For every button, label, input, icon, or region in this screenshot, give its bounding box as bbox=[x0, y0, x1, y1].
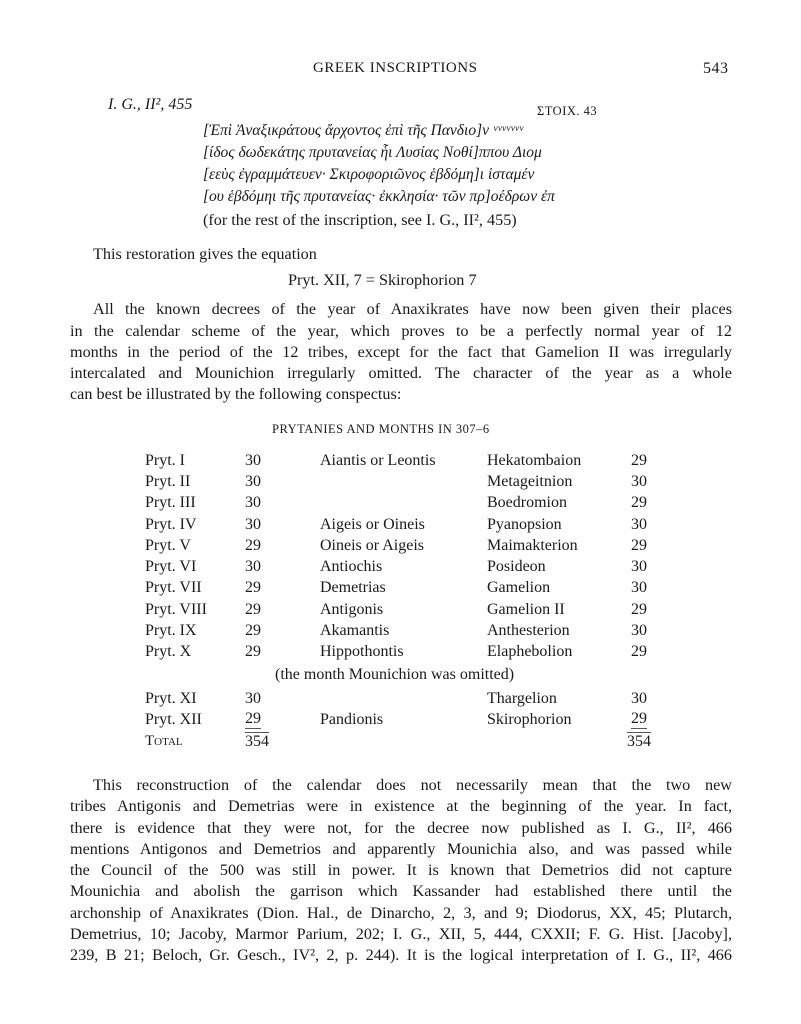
equation: Pryt. XII, 7 = Skirophorion 7 bbox=[288, 271, 477, 289]
table-row bbox=[145, 493, 661, 514]
paragraph-2-line-1: This reconstruction of the calendar does not necessarily mean that the two new bbox=[93, 776, 732, 794]
month-name: Thargelion bbox=[487, 689, 557, 707]
paragraph-1-line-2: in the calendar scheme of the year, which proves to be a perfectly normal year of 12 bbox=[70, 322, 732, 340]
paragraph-2-line-8: Demetrius, 10; Jacoby, Marmor Parium, 202; I. G., XII, 5, 444, CXXII; F. G. Hist. [Jacoby], bbox=[70, 925, 732, 943]
tribe-name: Antiochis bbox=[320, 558, 383, 576]
tribe-name: Demetrias bbox=[320, 579, 386, 597]
table-rows-group-a bbox=[145, 450, 661, 663]
prytany-name: Pryt. V bbox=[145, 536, 191, 554]
month-days: 29 bbox=[631, 451, 647, 469]
total-month-days: 354 bbox=[627, 732, 651, 750]
month-name: Pyanopsion bbox=[487, 515, 562, 533]
restoration-intro: This restoration gives the equation bbox=[93, 245, 317, 263]
table-row bbox=[145, 620, 661, 641]
total-prytany-days: 354 bbox=[245, 732, 269, 750]
prytany-days: 30 bbox=[245, 451, 261, 469]
paragraph-2-line-2: tribes Antigonis and Demetrias were in existence at the beginning of the year. In fact, bbox=[70, 797, 732, 815]
prytany-days: 30 bbox=[245, 558, 261, 576]
inscription-line-3: [εεὺς ἐγραμμάτευεν· Σκιροφοριῶνος ἑβδόμη]ι ἱσταμέν bbox=[203, 166, 535, 183]
inscription-line-4: [ου ἑβδόμηι τῆς πρυτανείας· ἐκκλησία· τῶν πρ]οέδρων ἐπ bbox=[203, 188, 555, 205]
prytany-name: Pryt. VI bbox=[145, 558, 197, 576]
paragraph-2-line-3: there is evidence that they were not, for the decree now published as I. G., II², 466 bbox=[70, 819, 732, 837]
month-name: Gamelion bbox=[487, 579, 551, 597]
month-days: 29 bbox=[631, 600, 647, 618]
month-days: 30 bbox=[631, 472, 647, 490]
tribe-name: Aigeis or Oineis bbox=[320, 515, 425, 533]
tribe-name: Hippothontis bbox=[320, 643, 404, 661]
table-row bbox=[145, 599, 661, 620]
tribe-name: Oineis or Aigeis bbox=[320, 536, 424, 554]
prytany-name: Pryt. II bbox=[145, 472, 191, 490]
month-name: Hekatombaion bbox=[487, 451, 582, 469]
prytanies-table bbox=[145, 450, 661, 752]
month-days: 30 bbox=[631, 579, 647, 597]
prytany-days: 30 bbox=[245, 494, 261, 512]
paragraph-1-line-5: can best be illustrated by the following conspectus: bbox=[70, 385, 402, 403]
total-row bbox=[145, 731, 661, 752]
prytany-days: 29 bbox=[245, 710, 261, 728]
inscription-reference: I. G., II², 455 bbox=[108, 96, 193, 113]
stoichedon-label: ΣΤΟΙΧ. 43 bbox=[537, 104, 598, 118]
inscription-rest-note: (for the rest of the inscription, see I. G., II², 455) bbox=[203, 211, 517, 229]
prytany-days: 30 bbox=[245, 515, 261, 533]
month-name: Posideon bbox=[487, 558, 546, 576]
paragraph-2-line-5: the Council of the 500 was still in power. It is known that Demetrios did not capture bbox=[70, 861, 732, 879]
table-row bbox=[145, 556, 661, 577]
prytany-name: Pryt. X bbox=[145, 643, 192, 661]
inscription-line-1: [Ἐπὶ Ἀναξικράτους ἄρχοντος ἐπὶ τῆς Πανδιο]ν ᵛᵛᵛᵛᵛᵛᵛ bbox=[203, 122, 524, 139]
prytany-name: Pryt. VIII bbox=[145, 600, 207, 618]
month-days: 30 bbox=[631, 515, 647, 533]
table-row bbox=[145, 709, 661, 730]
paragraph-2-line-9: 239, B 21; Beloch, Gr. Gesch., IV², 2, p. 244). It is the logical interpretation of I. G., II², 466 bbox=[70, 946, 732, 964]
table-rows-group-b bbox=[145, 688, 661, 731]
table-row bbox=[145, 642, 661, 663]
month-name: Metageitnion bbox=[487, 472, 573, 490]
month-days: 30 bbox=[631, 558, 647, 576]
prytany-days: 29 bbox=[245, 579, 261, 597]
table-row bbox=[145, 450, 661, 471]
omitted-note: (the month Mounichion was omitted) bbox=[275, 666, 515, 684]
total-label: Total bbox=[145, 732, 183, 749]
inscription-line-2: [ίδος δωδεκάτης πρυτανείας ἧι Λυσίας Νοθί]ππου Διομ bbox=[203, 144, 542, 161]
table-row bbox=[145, 578, 661, 599]
month-days: 30 bbox=[631, 689, 647, 707]
tribe-name: Antigonis bbox=[320, 600, 384, 618]
paragraph-2-line-7: archonship of Anaxikrates (Dion. Hal., de Dinarcho, 2, 3, and 9; Diodorus, XX, 45; Plutarch, bbox=[70, 904, 732, 922]
table-row bbox=[145, 514, 661, 535]
page-number: 543 bbox=[703, 60, 729, 77]
month-days: 29 bbox=[631, 494, 647, 512]
prytany-days: 29 bbox=[245, 600, 261, 618]
month-name: Skirophorion bbox=[487, 710, 572, 728]
prytany-name: Pryt. III bbox=[145, 494, 196, 512]
tribe-name: Aiantis or Leontis bbox=[320, 451, 436, 469]
table-row bbox=[145, 688, 661, 709]
month-name: Maimakterion bbox=[487, 536, 578, 554]
paragraph-2-line-6: Mounichia and abolish the garrison which Kassander had established there until the bbox=[70, 882, 732, 900]
prytany-name: Pryt. I bbox=[145, 451, 185, 469]
prytany-days: 29 bbox=[245, 622, 261, 640]
table-row bbox=[145, 535, 661, 556]
paragraph-1-line-1: All the known decrees of the year of Anaxikrates have now been given their places bbox=[93, 300, 732, 318]
prytany-days: 30 bbox=[245, 472, 261, 490]
table-title: PRYTANIES AND MONTHS IN 307–6 bbox=[272, 422, 490, 436]
prytany-name: Pryt. IV bbox=[145, 515, 197, 533]
omitted-note-row bbox=[145, 663, 661, 688]
month-days: 29 bbox=[631, 643, 647, 661]
month-name: Anthesterion bbox=[487, 622, 570, 640]
prytany-name: Pryt. XI bbox=[145, 689, 197, 707]
tribe-name: Akamantis bbox=[320, 622, 390, 640]
paragraph-1-line-3: months in the period of the 12 tribes, except for the fact that Gamelion II was irregularly bbox=[70, 343, 732, 361]
prytany-name: Pryt. IX bbox=[145, 622, 197, 640]
month-days: 30 bbox=[631, 622, 647, 640]
prytany-days: 29 bbox=[245, 536, 261, 554]
prytany-name: Pryt. XII bbox=[145, 710, 202, 728]
prytany-days: 29 bbox=[245, 643, 261, 661]
month-name: Boedromion bbox=[487, 494, 567, 512]
prytany-name: Pryt. VII bbox=[145, 579, 202, 597]
running-header-title: GREEK INSCRIPTIONS bbox=[313, 60, 478, 76]
month-name: Gamelion II bbox=[487, 600, 565, 618]
paragraph-2-line-4: mentions Antigonos and Demetrios and apparently Mounichia also, and was passed while bbox=[70, 840, 732, 858]
month-days: 29 bbox=[631, 710, 647, 728]
month-name: Elaphebolion bbox=[487, 643, 573, 661]
prytany-days: 30 bbox=[245, 689, 261, 707]
tribe-name: Pandionis bbox=[320, 710, 384, 728]
month-days: 29 bbox=[631, 536, 647, 554]
paragraph-1-line-4: intercalated and Mounichion irregularly omitted. The character of the year as a whole bbox=[70, 364, 732, 382]
table-row bbox=[145, 471, 661, 492]
